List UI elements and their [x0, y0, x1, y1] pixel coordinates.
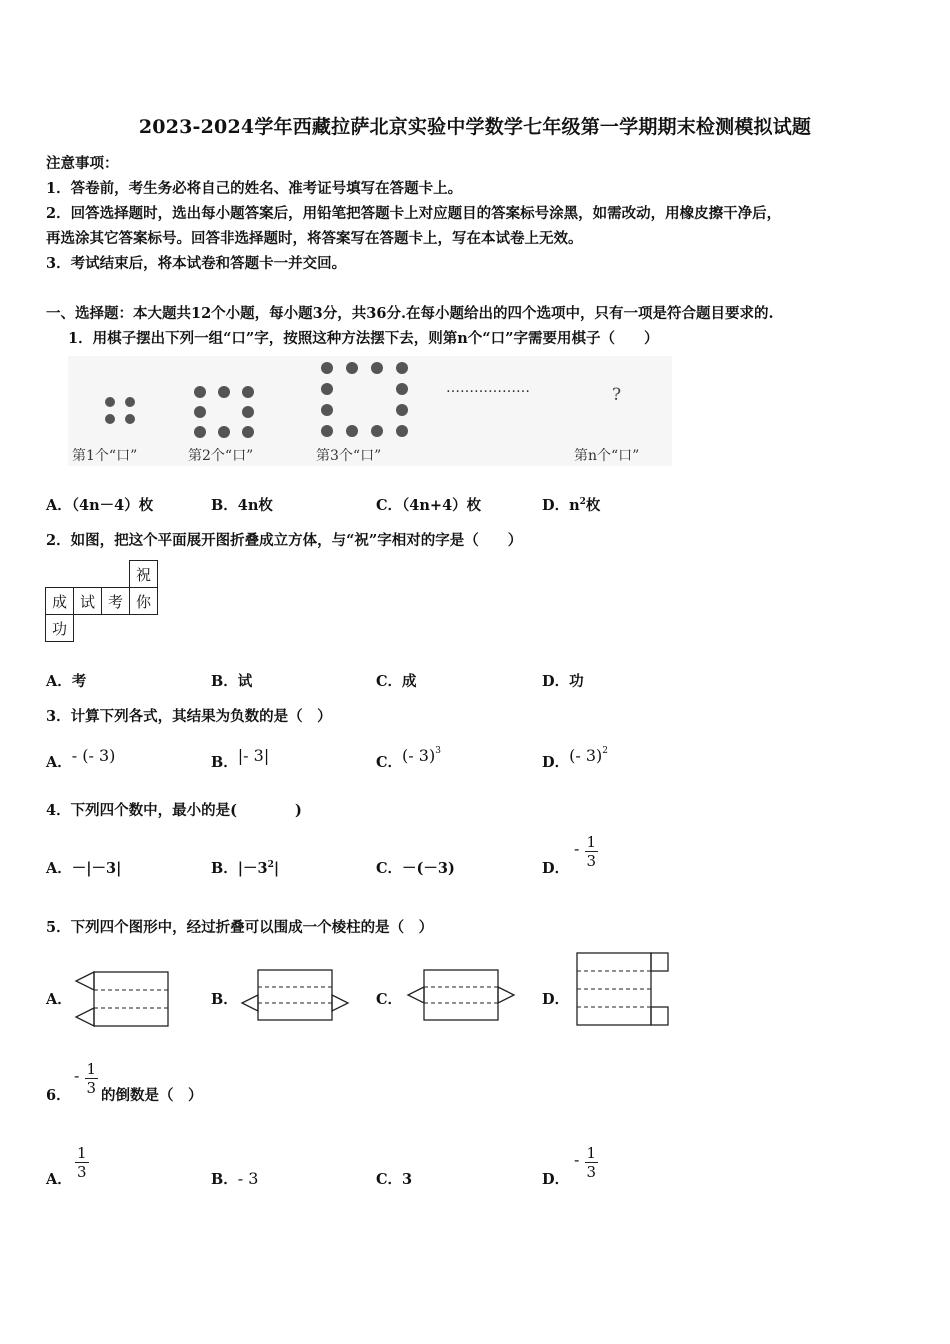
q1-option-b: B．4n枚 [211, 497, 273, 514]
q6-option-a-value: $\frac{1}{3}$ [77, 1144, 87, 1181]
q6-option-a: A． [46, 1171, 72, 1188]
question-3-stem: 3．计算下列各式，其结果为负数的是（ ） [46, 708, 332, 725]
dot-pattern-figure [68, 356, 672, 466]
q1-option-d: D．$n^2$枚 [542, 497, 601, 514]
net-face: 功 [46, 615, 74, 642]
q5-option-c-label: C． [376, 991, 403, 1008]
note-item: 再选涂其它答案标号。回答非选择题时，将答案写在答题卡上，写在本试卷上无效。 [46, 230, 583, 247]
question-mark: ? [612, 385, 622, 405]
page-title: 2023-2024学年西藏拉萨北京实验中学数学七年级第一学期期末检测模拟试题 [138, 116, 812, 138]
q3-option-c: C．(- 3)$^3$ [376, 746, 441, 771]
q2-option-c: C．成 [376, 673, 417, 690]
net-face: 考 [102, 588, 130, 615]
question-6-stem: 的倒数是（ ） [101, 1087, 203, 1104]
q4-option-a: A．－|－3| [46, 860, 122, 877]
figure-label: 第2个“口” [188, 448, 254, 464]
question-4-stem: 4．下列四个数中，最小的是( ) [46, 802, 302, 819]
figure-label: 第3个“口” [316, 448, 382, 464]
q5-option-b-label: B． [211, 991, 238, 1008]
q3-option-a: A．- (- 3) [46, 746, 116, 771]
q1-option-c: C．（4n+4）枚 [376, 497, 482, 514]
net-face: 成 [46, 588, 74, 615]
question-5-stem: 5．下列四个图形中，经过折叠可以围成一个棱柱的是（ ） [46, 919, 434, 936]
q6-option-d: D． [542, 1171, 570, 1188]
q3-option-b: B．|- 3| [211, 746, 270, 771]
q2-option-b: B．试 [211, 673, 253, 690]
section-heading: 一、选择题：本大题共12个小题，每小题3分，共36分.在每小题给出的四个选项中，只有一项是符合题目要求的. [46, 305, 774, 322]
q6-option-d-value: - $\frac{1}{3}$ [574, 1144, 597, 1181]
q2-option-a: A．考 [46, 673, 87, 690]
question-6-value: - $\frac{1}{3}$ [74, 1060, 97, 1097]
q4-option-b: B．$|-3^2|$ [211, 860, 280, 877]
net-face: 祝 [130, 561, 158, 588]
q5-option-b-figure [238, 964, 354, 1026]
question-1-stem: 1．用棋子摆出下列一组“口”字，按照这种方法摆下去，则第n个“口”字需要用棋子（ ） [68, 330, 659, 347]
note-item: 1．答卷前，考生务必将自己的姓名、准考证号填写在答题卡上。 [46, 180, 463, 197]
q6-option-c: C．3 [376, 1171, 413, 1188]
q2-option-d: D．功 [542, 673, 584, 690]
question-6-number: 6． [46, 1087, 71, 1104]
net-face: 你 [130, 588, 158, 615]
q5-option-d-label: D． [542, 991, 570, 1008]
q5-option-c-figure [404, 964, 520, 1026]
q1-option-a: A．（4n－4）枚 [46, 497, 154, 514]
q4-option-d: D． [542, 860, 570, 877]
q6-option-b: B．- 3 [211, 1169, 259, 1188]
q5-option-a-label: A． [46, 991, 72, 1008]
question-2-stem: 2．如图，把这个平面展开图折叠成立方体，与“祝”字相对的字是（ ） [46, 532, 523, 549]
question-1-figure [68, 356, 672, 466]
net-face: 试 [74, 588, 102, 615]
q5-option-a-figure [72, 964, 172, 1030]
figure-label: 第n个“口” [574, 448, 640, 464]
q4-option-d-value: - $\frac{1}{3}$ [574, 833, 597, 870]
cube-net [45, 560, 158, 642]
q3-option-d: D．(- 3)$^2$ [542, 746, 608, 771]
note-item: 3．考试结束后，将本试卷和答题卡一并交回。 [46, 255, 347, 272]
q5-option-d-figure [574, 950, 674, 1030]
q4-option-c: C．－(－3) [376, 860, 455, 877]
note-item: 2．回答选择题时，选出每小题答案后，用铅笔把答题卡上对应题目的答案标号涂黑，如需改动，用橡皮擦干净后， [46, 205, 782, 222]
notes-heading: 注意事项： [46, 155, 119, 172]
figure-label: 第1个“口” [72, 448, 138, 464]
dots-ellipsis: ……………… [446, 380, 530, 396]
